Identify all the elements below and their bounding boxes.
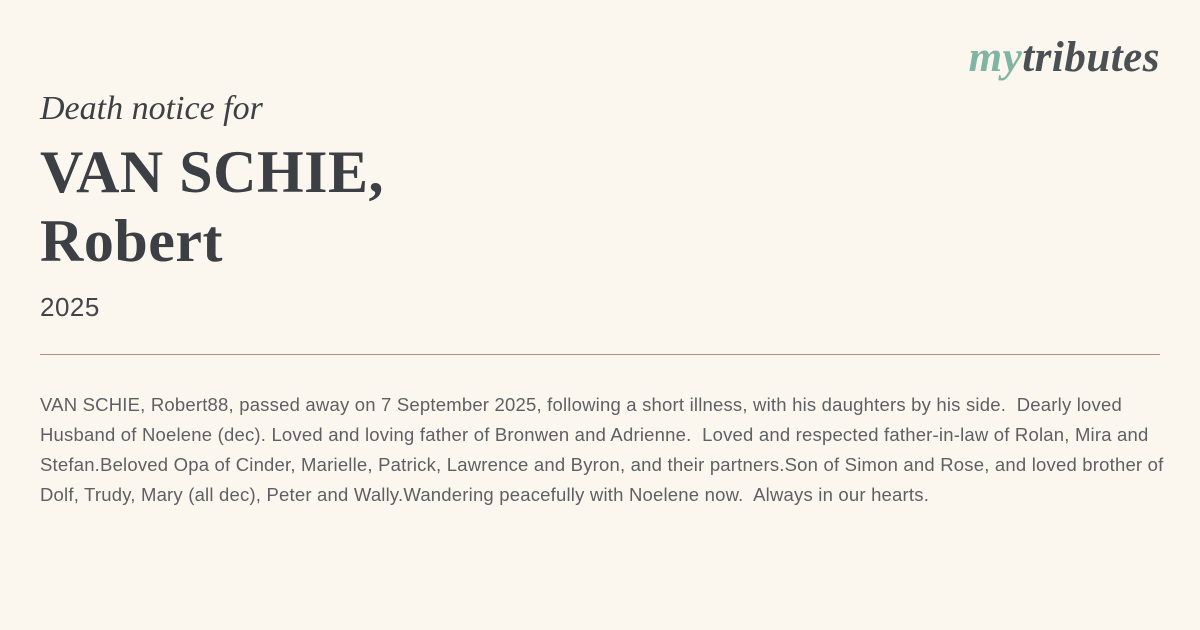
deceased-surname: VAN SCHIE, [40,139,384,205]
mytributes-logo [969,36,1160,79]
logo-part-my: my [968,34,1023,81]
logo-part-tributes: tributes [1022,34,1160,81]
notice-year: 2025 [40,292,100,322]
divider [40,354,1160,355]
notice-eyebrow: Death notice for [40,90,263,127]
deceased-name [40,138,384,276]
notice-body-text: VAN SCHIE, Robert88, passed away on 7 September 2025, following a short illness, with his daughters by his side. Dearly loved Husband of Noelene (dec). Loved and loving father of Bronwen and Adrienne. Loved and respected father-in-law of Rolan, Mira and Stefan.Beloved Opa of Cinder, Marielle, Patrick, Lawrence and Byron, and their partners.Son of Simon and Rose, and loved brother of Dolf, Trudy, Mary (all dec), Peter and Wally.Wandering peacefully with Noelene now. Always in our hearts. [40,394,1169,505]
deceased-given-name: Robert [40,208,223,274]
